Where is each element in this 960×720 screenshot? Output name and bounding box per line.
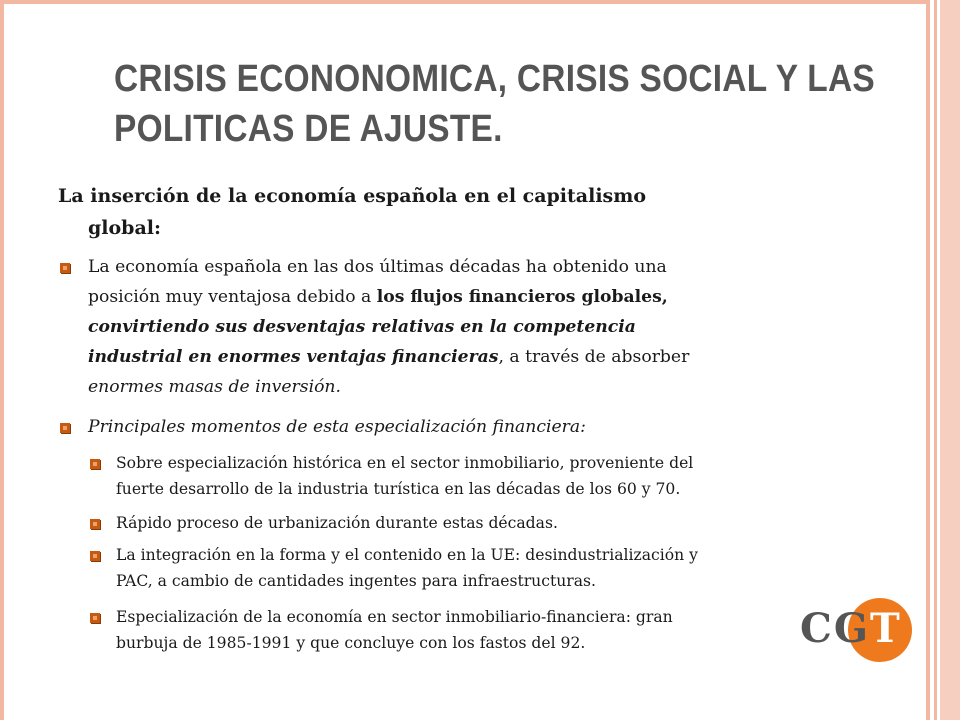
text-line: [88, 312, 828, 342]
stripe: [926, 0, 930, 720]
top-border: [0, 0, 930, 4]
cgt-logo: [800, 594, 920, 664]
text-line: PAC, a cambio de cantidades ingentes para infraestructuras.: [116, 572, 596, 590]
sub-bullet-text: [116, 604, 836, 656]
bullet-text: [88, 412, 828, 442]
subheading-line: global:: [88, 217, 162, 239]
square-bullet-icon: [90, 519, 100, 529]
logo-letters: CG: [800, 605, 870, 652]
text-line: [88, 372, 828, 402]
title-line: POLITICAS DE AJUSTE.: [114, 108, 503, 150]
sub-bullet-text: [116, 510, 836, 536]
text-line: [88, 282, 828, 312]
stripe: [940, 0, 960, 720]
text-run: posición muy ventajosa debido a: [88, 287, 377, 307]
slide-title: [114, 54, 875, 154]
italic-text: Principales momentos de esta especialización financiera:: [88, 417, 586, 437]
square-bullet-icon: [90, 613, 100, 623]
italic-text: enormes masas de inversión.: [88, 377, 341, 397]
text-line: Sobre especialización histórica en el sector inmobiliario, proveniente del: [116, 454, 694, 472]
text-line: burbuja de 1985-1991 y que concluye con los fastos del 92.: [116, 634, 586, 652]
subheading: [58, 180, 818, 244]
text-line: [88, 342, 828, 372]
bold-italic-text: convirtiendo sus desventajas relativas en la competencia: [88, 317, 636, 337]
sub-bullet-text: [116, 450, 836, 502]
square-bullet-icon: [60, 263, 70, 273]
square-bullet-icon: [90, 459, 100, 469]
logo-letter-t: T: [870, 605, 902, 652]
text-line: Especialización de la economía en sector inmobiliario-financiera: gran: [116, 608, 673, 626]
text-line: fuerte desarrollo de la industria turística en las décadas de los 60 y 70.: [116, 480, 681, 498]
right-stripes: [926, 0, 960, 720]
bullet-text: [88, 252, 828, 402]
stripe: [934, 0, 937, 720]
square-bullet-icon: [60, 423, 70, 433]
text-line: Rápido proceso de urbanización durante estas décadas.: [116, 514, 558, 532]
bold-text: los flujos financieros globales,: [376, 287, 668, 307]
square-bullet-icon: [90, 551, 100, 561]
text-run: , a través de absorber: [498, 347, 690, 367]
subheading-line: La inserción de la economía española en el capitalismo: [58, 185, 647, 207]
sub-bullet-text: [116, 542, 836, 594]
left-border: [0, 0, 6, 720]
title-line: CRISIS ECONONOMICA, CRISIS SOCIAL Y LAS: [114, 58, 875, 100]
bold-italic-text: industrial en enormes ventajas financieras: [88, 347, 499, 367]
logo-text: [800, 604, 902, 654]
text-line: [88, 412, 828, 442]
text-line: La economía española en las dos últimas décadas ha obtenido una: [88, 257, 667, 277]
text-line: La integración en la forma y el contenido en la UE: desindustrialización y: [116, 546, 698, 564]
